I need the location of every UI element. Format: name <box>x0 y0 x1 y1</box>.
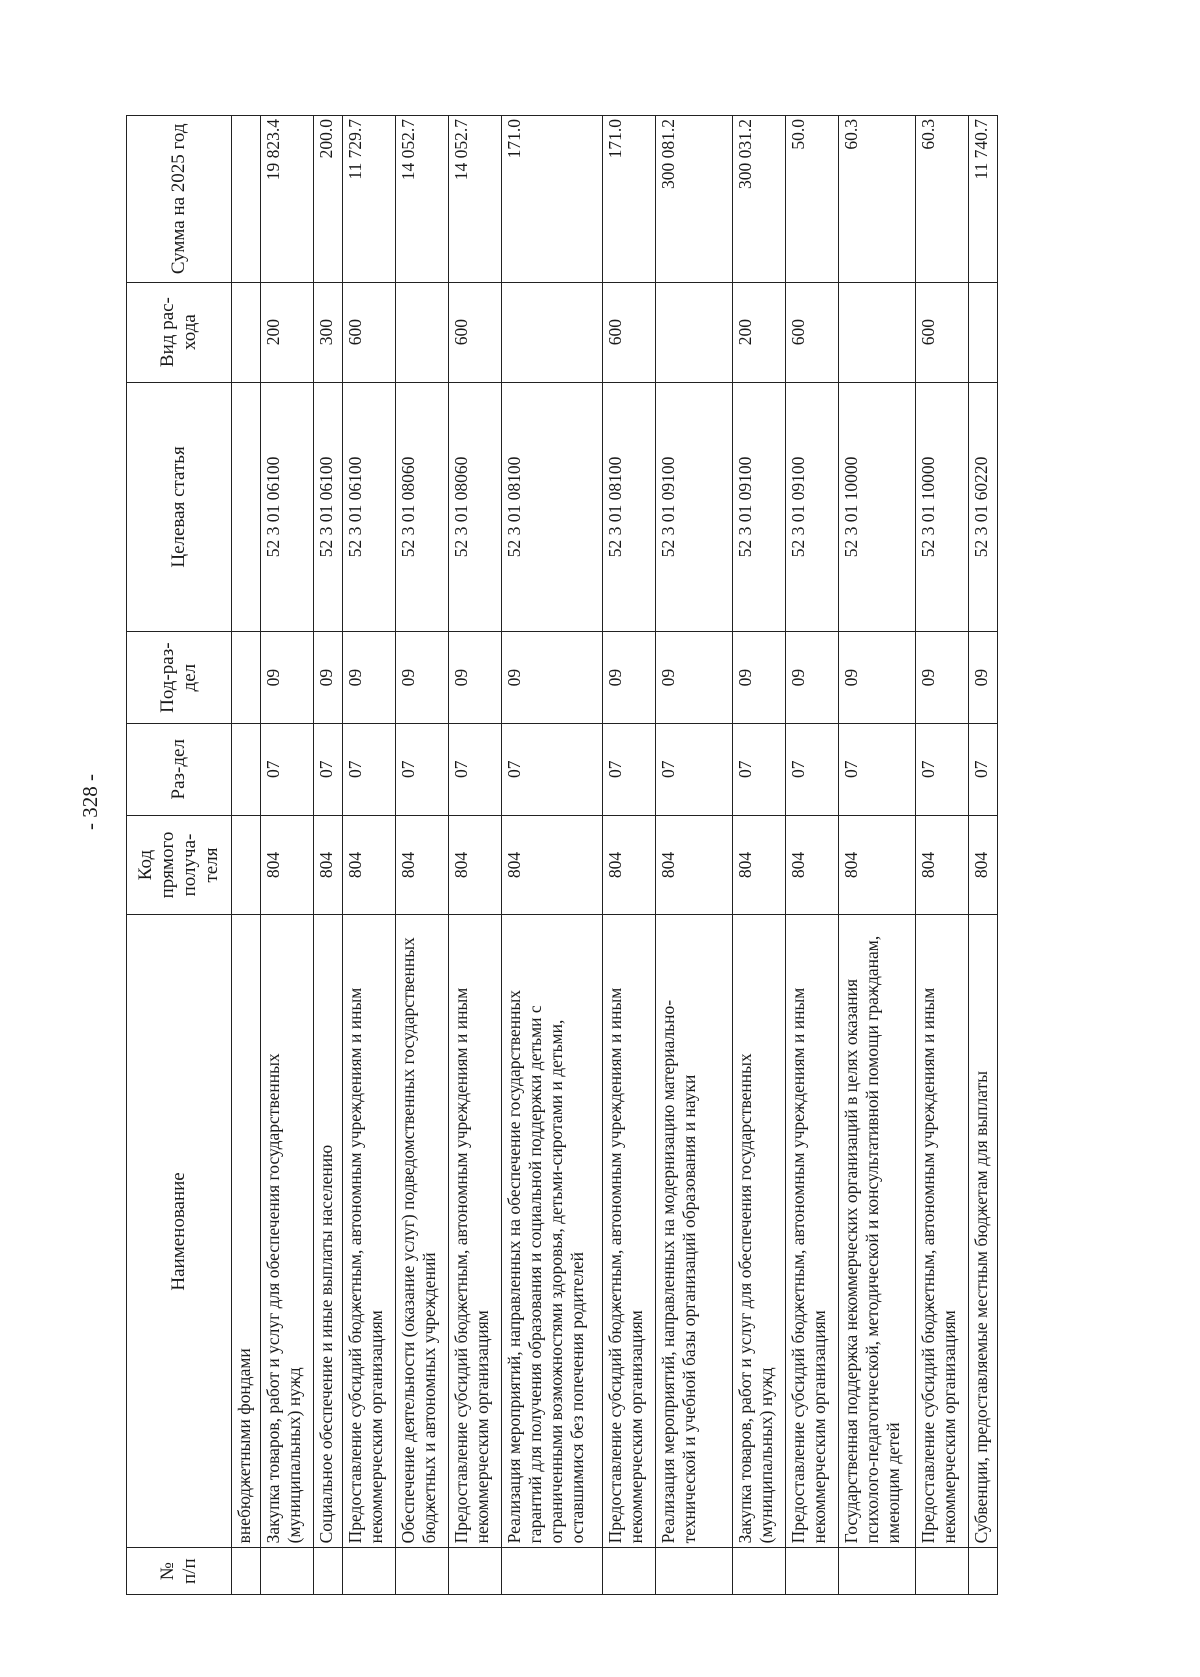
cell-razdel: 07 <box>916 723 969 815</box>
cell-razdel: 07 <box>603 723 656 815</box>
cell-podrazdel: 09 <box>656 632 733 724</box>
cell-num <box>449 1548 502 1595</box>
cell-celevaya: 52 3 01 06100 <box>314 382 343 632</box>
cell-summa: 171.0 <box>502 116 603 283</box>
cell-summa: 60.3 <box>916 116 969 283</box>
cell-razdel: 07 <box>502 723 603 815</box>
cell-razdel: 07 <box>839 723 916 815</box>
cell-celevaya: 52 3 01 08060 <box>449 382 502 632</box>
page-number: - 328 - <box>78 774 102 830</box>
cell-code: 804 <box>343 815 396 915</box>
cell-name: Государственная поддержка некоммерческих организаций в целях оказания психолого-педагогической, методической и консультативной помощи гражданам, имеющим детей <box>839 915 916 1548</box>
cell-code: 804 <box>916 815 969 915</box>
cell-celevaya: 52 3 01 09100 <box>786 382 839 632</box>
cell-vid <box>396 282 449 382</box>
cell-code: 804 <box>969 815 998 915</box>
cell-razdel: 07 <box>396 723 449 815</box>
cell-num <box>396 1548 449 1595</box>
cell-name: Реализация мероприятий, направленных на обеспечение государственных гарантий для получения образования и социальной поддержки детьми с ограниченными возможностями здоровья, детьми-сиротами и детьми, оставшимися без попечения родителей <box>502 915 603 1548</box>
cell-name: Предоставление субсидий бюджетным, автономным учреждениям и иным некоммерческим организациям <box>343 915 396 1548</box>
cell-num <box>839 1548 916 1595</box>
cell-vid <box>839 282 916 382</box>
header-code: Код прямого получа-теля <box>127 815 232 915</box>
cell-name: Закупка товаров, работ и услуг для обеспечения государственных (муниципальных) нужд <box>261 915 314 1548</box>
cell-code: 804 <box>839 815 916 915</box>
cell-summa <box>232 116 261 283</box>
table-row <box>603 116 656 1595</box>
cell-celevaya: 52 3 01 08100 <box>603 382 656 632</box>
cell-celevaya <box>232 382 261 632</box>
cell-vid: 300 <box>314 282 343 382</box>
cell-celevaya: 52 3 01 10000 <box>916 382 969 632</box>
cell-celevaya: 52 3 01 09100 <box>733 382 786 632</box>
table-row <box>656 116 733 1595</box>
header-razdel: Раз-дел <box>127 723 232 815</box>
cell-podrazdel: 09 <box>969 632 998 724</box>
header-celevaya: Целевая статья <box>127 382 232 632</box>
cell-num <box>916 1548 969 1595</box>
cell-num <box>656 1548 733 1595</box>
cell-celevaya: 52 3 01 08060 <box>396 382 449 632</box>
cell-podrazdel: 09 <box>396 632 449 724</box>
table-row <box>916 116 969 1595</box>
cell-name: Субвенции, предоставляемые местным бюджетам для выплаты <box>969 915 998 1548</box>
cell-vid: 600 <box>603 282 656 382</box>
cell-celevaya: 52 3 01 60220 <box>969 382 998 632</box>
header-summa: Сумма на 2025 год <box>127 116 232 283</box>
cell-podrazdel: 09 <box>343 632 396 724</box>
cell-razdel <box>232 723 261 815</box>
header-num: № п/п <box>127 1548 232 1595</box>
cell-razdel: 07 <box>786 723 839 815</box>
table-body <box>232 116 998 1595</box>
cell-podrazdel: 09 <box>733 632 786 724</box>
cell-code: 804 <box>502 815 603 915</box>
cell-summa: 171.0 <box>603 116 656 283</box>
cell-summa: 50.0 <box>786 116 839 283</box>
rotated-table-container <box>126 115 1126 1595</box>
cell-num <box>786 1548 839 1595</box>
cell-podrazdel: 09 <box>314 632 343 724</box>
table-row <box>314 116 343 1595</box>
cell-name: внебюджетными фондами <box>232 915 261 1548</box>
cell-summa: 11 729.7 <box>343 116 396 283</box>
cell-vid: 600 <box>343 282 396 382</box>
cell-name: Реализация мероприятий, направленных на модернизацию материально-технической и учебной базы организаций образования и науки <box>656 915 733 1548</box>
cell-name: Предоставление субсидий бюджетным, автономным учреждениям и иным некоммерческим организациям <box>603 915 656 1548</box>
cell-razdel: 07 <box>969 723 998 815</box>
cell-summa: 11 740.7 <box>969 116 998 283</box>
cell-summa: 14 052.7 <box>449 116 502 283</box>
table-row <box>786 116 839 1595</box>
header-name: Наименование <box>127 915 232 1548</box>
cell-razdel: 07 <box>656 723 733 815</box>
cell-vid: 600 <box>449 282 502 382</box>
cell-vid: 200 <box>261 282 314 382</box>
header-row <box>127 116 232 1595</box>
cell-code: 804 <box>396 815 449 915</box>
cell-vid: 600 <box>786 282 839 382</box>
cell-num <box>502 1548 603 1595</box>
cell-code: 804 <box>786 815 839 915</box>
table-row <box>839 116 916 1595</box>
cell-name: Социальное обеспечение и иные выплаты населению <box>314 915 343 1548</box>
cell-celevaya: 52 3 01 09100 <box>656 382 733 632</box>
cell-name: Обеспечение деятельности (оказание услуг) подведомственных государственных бюджетных и автономных учреждений <box>396 915 449 1548</box>
cell-code: 804 <box>733 815 786 915</box>
cell-name: Закупка товаров, работ и услуг для обеспечения государственных (муниципальных) нужд <box>733 915 786 1548</box>
cell-code: 804 <box>449 815 502 915</box>
table-row <box>733 116 786 1595</box>
cell-summa: 19 823.4 <box>261 116 314 283</box>
cell-num <box>733 1548 786 1595</box>
cell-podrazdel: 09 <box>916 632 969 724</box>
cell-podrazdel <box>232 632 261 724</box>
cell-name: Предоставление субсидий бюджетным, автономным учреждениям и иным некоммерческим организациям <box>916 915 969 1548</box>
cell-razdel: 07 <box>449 723 502 815</box>
cell-podrazdel: 09 <box>839 632 916 724</box>
cell-razdel: 07 <box>314 723 343 815</box>
cell-num <box>603 1548 656 1595</box>
cell-num <box>343 1548 396 1595</box>
cell-num <box>314 1548 343 1595</box>
cell-razdel: 07 <box>261 723 314 815</box>
cell-vid <box>502 282 603 382</box>
cell-podrazdel: 09 <box>603 632 656 724</box>
cell-num <box>232 1548 261 1595</box>
cell-code: 804 <box>603 815 656 915</box>
cell-num <box>261 1548 314 1595</box>
table-row <box>969 116 998 1595</box>
table-row <box>232 116 261 1595</box>
cell-summa: 300 081.2 <box>656 116 733 283</box>
cell-podrazdel: 09 <box>786 632 839 724</box>
cell-num <box>969 1548 998 1595</box>
cell-summa: 60.3 <box>839 116 916 283</box>
cell-podrazdel: 09 <box>261 632 314 724</box>
cell-code: 804 <box>656 815 733 915</box>
cell-razdel: 07 <box>343 723 396 815</box>
cell-summa: 14 052.7 <box>396 116 449 283</box>
table-row <box>502 116 603 1595</box>
cell-code: 804 <box>314 815 343 915</box>
header-vid: Вид рас-хода <box>127 282 232 382</box>
table-row <box>343 116 396 1595</box>
cell-podrazdel: 09 <box>449 632 502 724</box>
table-row <box>396 116 449 1595</box>
cell-celevaya: 52 3 01 08100 <box>502 382 603 632</box>
cell-summa: 200.0 <box>314 116 343 283</box>
cell-vid <box>969 282 998 382</box>
cell-vid <box>232 282 261 382</box>
cell-podrazdel: 09 <box>502 632 603 724</box>
cell-razdel: 07 <box>733 723 786 815</box>
cell-vid: 600 <box>916 282 969 382</box>
table-row <box>261 116 314 1595</box>
cell-code: 804 <box>261 815 314 915</box>
cell-celevaya: 52 3 01 06100 <box>261 382 314 632</box>
budget-table <box>126 115 998 1595</box>
cell-name: Предоставление субсидий бюджетным, автономным учреждениям и иным некоммерческим организациям <box>449 915 502 1548</box>
cell-summa: 300 031.2 <box>733 116 786 283</box>
cell-vid <box>656 282 733 382</box>
table-row <box>449 116 502 1595</box>
cell-celevaya: 52 3 01 06100 <box>343 382 396 632</box>
cell-celevaya: 52 3 01 10000 <box>839 382 916 632</box>
cell-vid: 200 <box>733 282 786 382</box>
header-podrazdel: Под-раз-дел <box>127 632 232 724</box>
cell-name: Предоставление субсидий бюджетным, автономным учреждениям и иным некоммерческим организациям <box>786 915 839 1548</box>
cell-code <box>232 815 261 915</box>
